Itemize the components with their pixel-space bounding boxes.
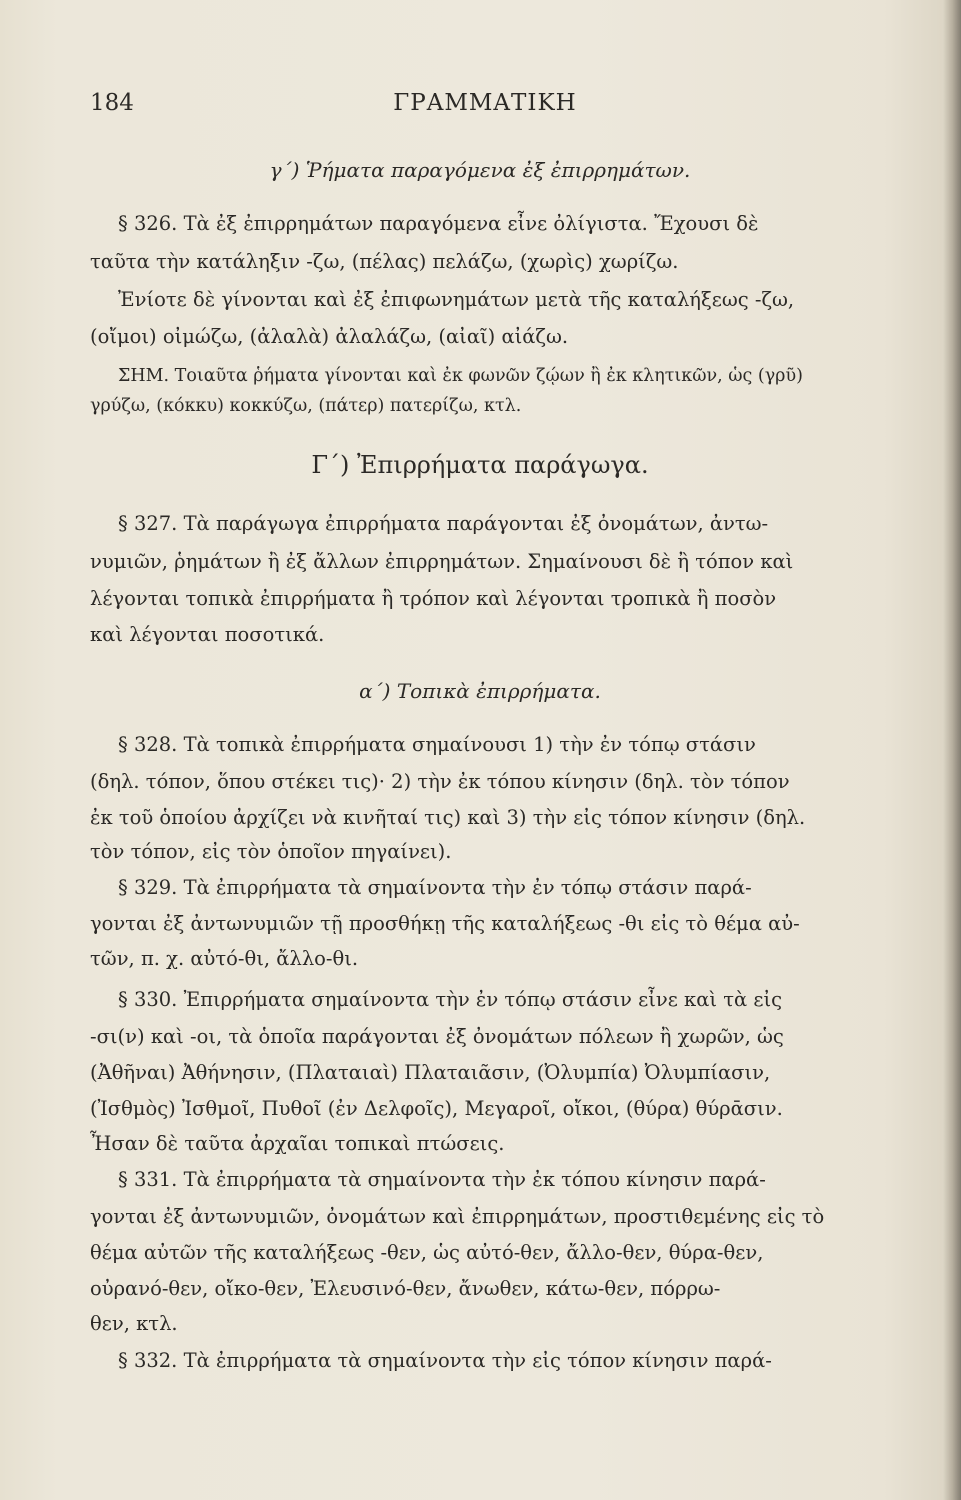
text-line: § 332. Τὰ ἐπιρρήματα τὰ σημαίνοντα τὴν εἰς τόπον κίνησιν παρά- [118, 1349, 772, 1372]
text-line: ἐκ τοῦ ὁποίου ἀρχίζει νὰ κινῆταί τις) καὶ 3) τὴν εἰς τόπον κίνησιν (δηλ. [90, 806, 806, 829]
text-line: (Ἀθῆναι) Ἀθήνησιν, (Πλαταιαὶ) Πλαταιᾶσιν, (Ὀλυμπία) Ὀλυμπίασιν, [90, 1061, 771, 1084]
text-line: ταῦτα τὴν κατάληξιν -ζω, (πέλας) πελάζω, (χωρὶς) χωρίζω. [90, 250, 679, 273]
text-line: § 328. Τὰ τοπικὰ ἐπιρρήματα σημαίνουσι 1) τὴν ἐν τόπῳ στάσιν [118, 733, 756, 756]
note-line: γρύζω, (κόκκυ) κοκκύζω, (πάτερ) πατερίζω, κτλ. [90, 396, 522, 416]
text-line: Ἦσαν δὲ ταῦτα ἀρχαῖαι τοπικαὶ πτώσεις. [90, 1132, 505, 1155]
page-edge-shadow [943, 0, 961, 1500]
text-line: θεν, κτλ. [90, 1312, 178, 1335]
text-line: οὐρανό-θεν, οἴκο-θεν, Ἐλευσινό-θεν, ἄνωθεν, κάτω-θεν, πόρρω- [90, 1277, 721, 1300]
text-line: § 327. Τὰ παράγωγα ἐπιρρήματα παράγονται ἐξ ὀνομάτων, ἀντω- [118, 512, 769, 535]
note-line: ΣΗΜ. Τοιαῦτα ῥήματα γίνονται καὶ ἐκ φωνῶν ζῴων ἢ ἐκ κλητικῶν, ὡς (γρῦ) [118, 366, 803, 386]
text-line: γονται ἐξ ἀντωνυμιῶν, ὀνομάτων καὶ ἐπιρρημάτων, προστιθεμένης εἰς τὸ [90, 1205, 825, 1228]
text-line: § 331. Τὰ ἐπιρρήματα τὰ σημαίνοντα τὴν ἐκ τόπου κίνησιν παρά- [118, 1168, 766, 1191]
text-line: θέμα αὐτῶν τῆς καταλήξεως -θεν, ὡς αὐτό-θεν, ἄλλο-θεν, θύρα-θεν, [90, 1241, 764, 1264]
text-line: § 329. Τὰ ἐπιρρήματα τὰ σημαίνοντα τὴν ἐν τόπῳ στάσιν παρά- [118, 876, 752, 899]
text-line: Ἐνίοτε δὲ γίνονται καὶ ἐξ ἐπιφωνημάτων μετὰ τῆς καταλήξεως -ζω, [118, 288, 795, 311]
text-line: νυμιῶν, ῥημάτων ἢ ἐξ ἄλλων ἐπιρρημάτων. Σημαίνουσι δὲ ἢ τόπον καὶ [90, 550, 794, 573]
section-heading-adverbs: Γ΄) Ἐπιρρήματα παράγωγα. [311, 451, 649, 479]
text-line: λέγονται τοπικὰ ἐπιρρήματα ἢ τρόπον καὶ λέγονται τροπικὰ ἢ ποσὸν [90, 587, 777, 610]
text-line: (Ἰσθμὸς) Ἰσθμοῖ, Πυθοῖ (ἐν Δελφοῖς), Μεγαροῖ, οἴκοι, (θύρα) θύρᾱσιν. [90, 1097, 783, 1120]
section-heading-verbs: γ΄) Ῥήματα παραγόμενα ἐξ ἐπιρρημάτων. [269, 158, 691, 182]
page-number: 184 [90, 90, 134, 116]
text-line: τὸν τόπον, εἰς τὸν ὁποῖον πηγαίνει). [90, 840, 452, 863]
running-title: ΓΡΑΜΜΑΤΙΚΗ [393, 90, 577, 116]
text-line: καὶ λέγονται ποσοτικά. [90, 623, 325, 646]
text-line: (δηλ. τόπον, ὅπου στέκει τις)· 2) τὴν ἐκ τόπου κίνησιν (δηλ. τὸν τόπον [90, 770, 790, 793]
text-line: (οἴμοι) οἰμώζω, (ἀλαλὰ) ἀλαλάζω, (αἰαῖ) αἰάζω. [90, 325, 569, 348]
section-heading-local-adverbs: α΄) Τοπικὰ ἐπιρρήματα. [359, 679, 601, 703]
text-line: τῶν, π. χ. αὐτό-θι, ἄλλο-θι. [90, 947, 359, 970]
text-line: γονται ἐξ ἀντωνυμιῶν τῇ προσθήκῃ τῆς καταλήξεως -θι εἰς τὸ θέμα αὐ- [90, 912, 800, 935]
text-line: § 326. Τὰ ἐξ ἐπιρρημάτων παραγόμενα εἶνε ὀλίγιστα. Ἔχουσι δὲ [118, 212, 759, 235]
text-line: -σι(ν) καὶ -οι, τὰ ὁποῖα παράγονται ἐξ ὀνομάτων πόλεων ἢ χωρῶν, ὡς [90, 1025, 784, 1048]
text-line: § 330. Ἐπιρρήματα σημαίνοντα τὴν ἐν τόπῳ στάσιν εἶνε καὶ τὰ εἰς [118, 988, 783, 1011]
page-header [90, 90, 880, 124]
